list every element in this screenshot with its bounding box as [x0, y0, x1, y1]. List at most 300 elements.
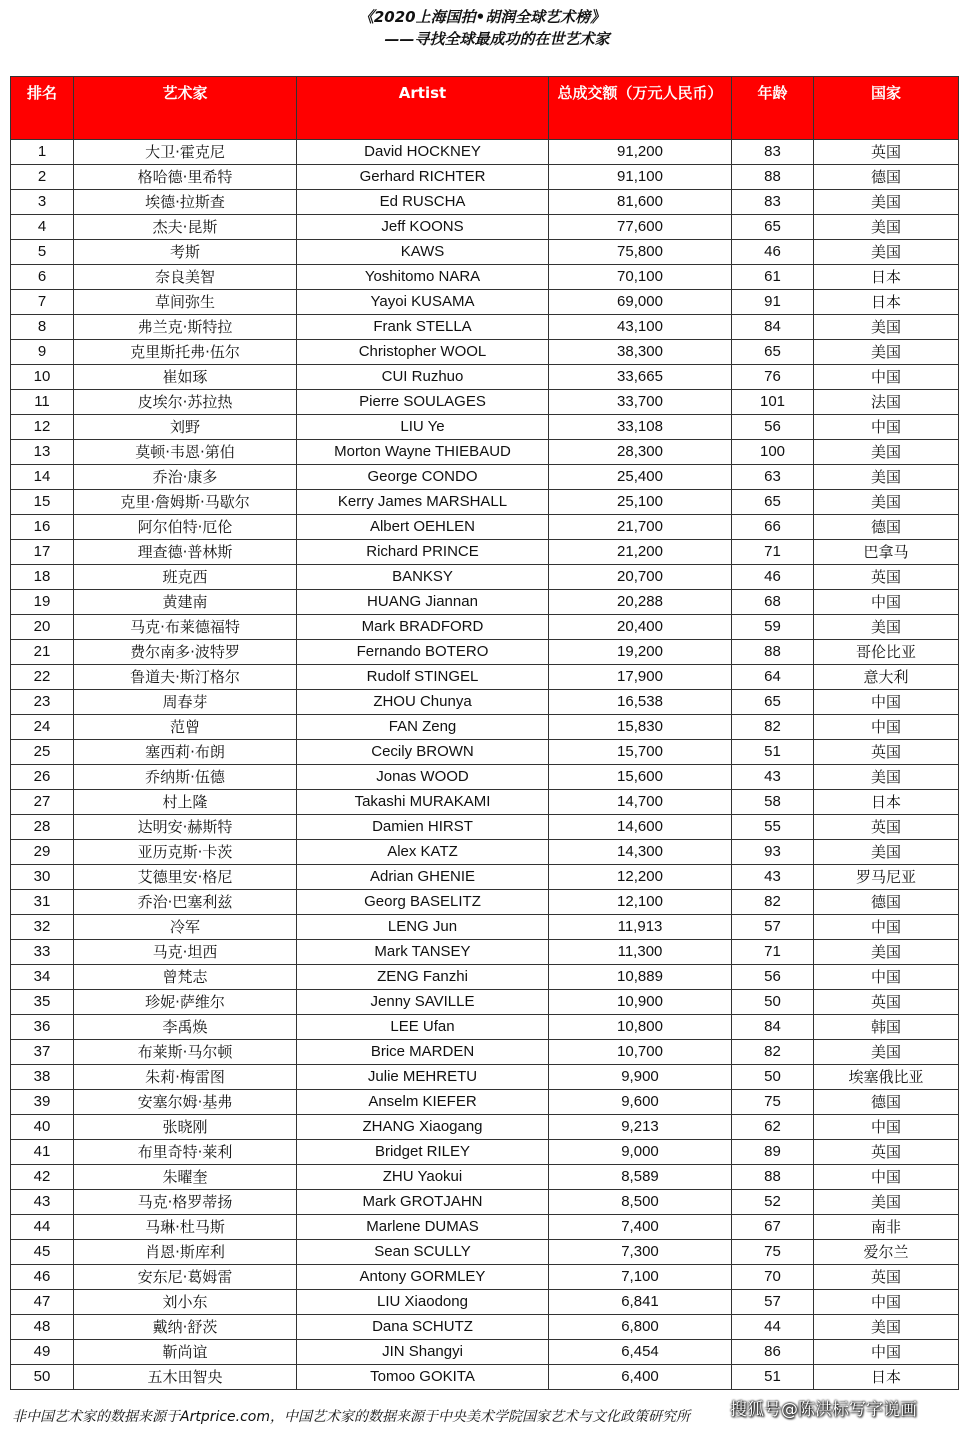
- country-cell: 英国: [814, 1265, 959, 1290]
- table-header-row: [11, 77, 959, 140]
- table-row: [11, 165, 959, 190]
- rank-cell: 37: [11, 1040, 74, 1065]
- rank-cell: 6: [11, 265, 74, 290]
- rank-cell: 5: [11, 240, 74, 265]
- country-cell: 中国: [814, 715, 959, 740]
- age-cell: 71: [732, 540, 814, 565]
- total-sales-cell: 6,454: [549, 1340, 732, 1365]
- artist-en-cell: Dana SCHUTZ: [297, 1315, 549, 1340]
- rank-cell: 16: [11, 515, 74, 540]
- header-age: 年龄: [732, 77, 814, 140]
- total-sales-cell: 14,300: [549, 840, 732, 865]
- country-cell: 中国: [814, 1115, 959, 1140]
- total-sales-cell: 11,913: [549, 915, 732, 940]
- rank-cell: 2: [11, 165, 74, 190]
- table-row: [11, 215, 959, 240]
- country-cell: 日本: [814, 790, 959, 815]
- artist-en-cell: LEE Ufan: [297, 1015, 549, 1040]
- total-sales-cell: 77,600: [549, 215, 732, 240]
- country-cell: 美国: [814, 1040, 959, 1065]
- age-cell: 57: [732, 915, 814, 940]
- artist-en-cell: Jonas WOOD: [297, 765, 549, 790]
- age-cell: 71: [732, 940, 814, 965]
- table-row: [11, 565, 959, 590]
- rank-cell: 26: [11, 765, 74, 790]
- artist-en-cell: ZHANG Xiaogang: [297, 1115, 549, 1140]
- rank-cell: 31: [11, 890, 74, 915]
- total-sales-cell: 10,800: [549, 1015, 732, 1040]
- artist-cn-cell: 莫顿·韦恩·第伯: [74, 440, 297, 465]
- rank-cell: 43: [11, 1190, 74, 1215]
- table-row: [11, 1240, 959, 1265]
- rank-cell: 35: [11, 990, 74, 1015]
- country-cell: 中国: [814, 1165, 959, 1190]
- artist-en-cell: Tomoo GOKITA: [297, 1365, 549, 1390]
- artist-en-cell: Yayoi KUSAMA: [297, 290, 549, 315]
- age-cell: 65: [732, 215, 814, 240]
- artist-cn-cell: 乔治·康多: [74, 465, 297, 490]
- country-cell: 中国: [814, 1290, 959, 1315]
- artist-cn-cell: 刘小东: [74, 1290, 297, 1315]
- header-artist-en: Artist: [297, 77, 549, 140]
- total-sales-cell: 19,200: [549, 640, 732, 665]
- artist-cn-cell: 弗兰克·斯特拉: [74, 315, 297, 340]
- country-cell: 南非: [814, 1215, 959, 1240]
- artist-cn-cell: 村上隆: [74, 790, 297, 815]
- country-cell: 英国: [814, 740, 959, 765]
- total-sales-cell: 43,100: [549, 315, 732, 340]
- rank-cell: 15: [11, 490, 74, 515]
- rank-cell: 46: [11, 1265, 74, 1290]
- country-cell: 美国: [814, 215, 959, 240]
- age-cell: 63: [732, 465, 814, 490]
- table-row: [11, 965, 959, 990]
- ranking-table: [10, 76, 959, 1390]
- table-row: [11, 440, 959, 465]
- table-row: [11, 640, 959, 665]
- age-cell: 88: [732, 640, 814, 665]
- age-cell: 44: [732, 1315, 814, 1340]
- country-cell: 英国: [814, 815, 959, 840]
- artist-cn-cell: 冷军: [74, 915, 297, 940]
- artist-cn-cell: 曾梵志: [74, 965, 297, 990]
- rank-cell: 33: [11, 940, 74, 965]
- age-cell: 61: [732, 265, 814, 290]
- table-row: [11, 1340, 959, 1365]
- table-row: [11, 540, 959, 565]
- rank-cell: 42: [11, 1165, 74, 1190]
- artist-en-cell: Frank STELLA: [297, 315, 549, 340]
- artist-cn-cell: 李禹焕: [74, 1015, 297, 1040]
- age-cell: 59: [732, 615, 814, 640]
- total-sales-cell: 7,100: [549, 1265, 732, 1290]
- table-row: [11, 1090, 959, 1115]
- age-cell: 50: [732, 1065, 814, 1090]
- rank-cell: 18: [11, 565, 74, 590]
- total-sales-cell: 15,830: [549, 715, 732, 740]
- artist-en-cell: BANKSY: [297, 565, 549, 590]
- header-country: 国家: [814, 77, 959, 140]
- total-sales-cell: 10,900: [549, 990, 732, 1015]
- table-row: [11, 890, 959, 915]
- age-cell: 100: [732, 440, 814, 465]
- artist-en-cell: George CONDO: [297, 465, 549, 490]
- age-cell: 91: [732, 290, 814, 315]
- table-row: [11, 665, 959, 690]
- country-cell: 意大利: [814, 665, 959, 690]
- total-sales-cell: 8,500: [549, 1190, 732, 1215]
- rank-cell: 32: [11, 915, 74, 940]
- age-cell: 46: [732, 565, 814, 590]
- artist-cn-cell: 范曾: [74, 715, 297, 740]
- total-sales-cell: 12,200: [549, 865, 732, 890]
- artist-en-cell: Mark BRADFORD: [297, 615, 549, 640]
- rank-cell: 25: [11, 740, 74, 765]
- artist-cn-cell: 草间弥生: [74, 290, 297, 315]
- age-cell: 76: [732, 365, 814, 390]
- table-row: [11, 1290, 959, 1315]
- age-cell: 82: [732, 715, 814, 740]
- rank-cell: 8: [11, 315, 74, 340]
- total-sales-cell: 7,400: [549, 1215, 732, 1240]
- artist-en-cell: Adrian GHENIE: [297, 865, 549, 890]
- watermark: 搜狐号@陈洪标写字说画: [730, 1400, 917, 1420]
- page-subtitle: ——寻找全球最成功的在世艺术家: [384, 30, 610, 48]
- total-sales-cell: 11,300: [549, 940, 732, 965]
- age-cell: 51: [732, 740, 814, 765]
- total-sales-cell: 33,108: [549, 415, 732, 440]
- age-cell: 65: [732, 490, 814, 515]
- artist-cn-cell: 五木田智央: [74, 1365, 297, 1390]
- total-sales-cell: 70,100: [549, 265, 732, 290]
- rank-cell: 13: [11, 440, 74, 465]
- total-sales-cell: 16,538: [549, 690, 732, 715]
- rank-cell: 1: [11, 140, 74, 165]
- rank-cell: 50: [11, 1365, 74, 1390]
- rank-cell: 27: [11, 790, 74, 815]
- table-row: [11, 315, 959, 340]
- rank-cell: 40: [11, 1115, 74, 1140]
- country-cell: 中国: [814, 365, 959, 390]
- country-cell: 韩国: [814, 1015, 959, 1040]
- artist-cn-cell: 靳尚谊: [74, 1340, 297, 1365]
- table-row: [11, 1115, 959, 1140]
- title-block: [0, 6, 964, 50]
- age-cell: 56: [732, 965, 814, 990]
- artist-cn-cell: 克里斯托弗·伍尔: [74, 340, 297, 365]
- total-sales-cell: 7,300: [549, 1240, 732, 1265]
- artist-cn-cell: 克里·詹姆斯·马歇尔: [74, 490, 297, 515]
- table-row: [11, 1040, 959, 1065]
- total-sales-cell: 10,889: [549, 965, 732, 990]
- artist-en-cell: Marlene DUMAS: [297, 1215, 549, 1240]
- artist-en-cell: ZHU Yaokui: [297, 1165, 549, 1190]
- total-sales-cell: 6,800: [549, 1315, 732, 1340]
- rank-cell: 29: [11, 840, 74, 865]
- artist-en-cell: Christopher WOOL: [297, 340, 549, 365]
- artist-cn-cell: 班克西: [74, 565, 297, 590]
- rank-cell: 17: [11, 540, 74, 565]
- country-cell: 美国: [814, 490, 959, 515]
- total-sales-cell: 33,700: [549, 390, 732, 415]
- artist-cn-cell: 安东尼·葛姆雷: [74, 1265, 297, 1290]
- table-row: [11, 865, 959, 890]
- age-cell: 58: [732, 790, 814, 815]
- table-row: [11, 1215, 959, 1240]
- rank-cell: 11: [11, 390, 74, 415]
- artist-cn-cell: 塞西莉·布朗: [74, 740, 297, 765]
- country-cell: 中国: [814, 915, 959, 940]
- artist-en-cell: Mark GROTJAHN: [297, 1190, 549, 1215]
- country-cell: 法国: [814, 390, 959, 415]
- country-cell: 美国: [814, 1315, 959, 1340]
- age-cell: 84: [732, 315, 814, 340]
- country-cell: 英国: [814, 990, 959, 1015]
- artist-en-cell: Ed RUSCHA: [297, 190, 549, 215]
- total-sales-cell: 9,900: [549, 1065, 732, 1090]
- table-row: [11, 840, 959, 865]
- total-sales-cell: 91,100: [549, 165, 732, 190]
- artist-en-cell: LENG Jun: [297, 915, 549, 940]
- table-row: [11, 365, 959, 390]
- country-cell: 中国: [814, 590, 959, 615]
- table-row: [11, 290, 959, 315]
- artist-en-cell: HUANG Jiannan: [297, 590, 549, 615]
- artist-en-cell: Alex KATZ: [297, 840, 549, 865]
- country-cell: 中国: [814, 1340, 959, 1365]
- rank-cell: 48: [11, 1315, 74, 1340]
- total-sales-cell: 6,400: [549, 1365, 732, 1390]
- table-row: [11, 490, 959, 515]
- total-sales-cell: 15,700: [549, 740, 732, 765]
- country-cell: 爱尔兰: [814, 1240, 959, 1265]
- country-cell: 英国: [814, 140, 959, 165]
- table-row: [11, 1190, 959, 1215]
- rank-cell: 24: [11, 715, 74, 740]
- total-sales-cell: 21,200: [549, 540, 732, 565]
- artist-en-cell: Albert OEHLEN: [297, 515, 549, 540]
- page-title: 《2020上海国拍•胡润全球艺术榜》: [358, 8, 606, 26]
- rank-cell: 22: [11, 665, 74, 690]
- artist-cn-cell: 布莱斯·马尔顿: [74, 1040, 297, 1065]
- age-cell: 86: [732, 1340, 814, 1365]
- rank-cell: 49: [11, 1340, 74, 1365]
- artist-en-cell: Antony GORMLEY: [297, 1265, 549, 1290]
- rank-cell: 3: [11, 190, 74, 215]
- table-row: [11, 1065, 959, 1090]
- artist-en-cell: Yoshitomo NARA: [297, 265, 549, 290]
- artist-en-cell: Brice MARDEN: [297, 1040, 549, 1065]
- artist-cn-cell: 理查德·普林斯: [74, 540, 297, 565]
- rank-cell: 19: [11, 590, 74, 615]
- rank-cell: 45: [11, 1240, 74, 1265]
- artist-en-cell: Jeff KOONS: [297, 215, 549, 240]
- artist-en-cell: Bridget RILEY: [297, 1140, 549, 1165]
- country-cell: 中国: [814, 415, 959, 440]
- artist-cn-cell: 周春芽: [74, 690, 297, 715]
- rank-cell: 47: [11, 1290, 74, 1315]
- rank-cell: 12: [11, 415, 74, 440]
- artist-cn-cell: 乔纳斯·伍德: [74, 765, 297, 790]
- artist-cn-cell: 马克·格罗蒂扬: [74, 1190, 297, 1215]
- age-cell: 89: [732, 1140, 814, 1165]
- total-sales-cell: 25,400: [549, 465, 732, 490]
- total-sales-cell: 12,100: [549, 890, 732, 915]
- age-cell: 46: [732, 240, 814, 265]
- artist-cn-cell: 张晓刚: [74, 1115, 297, 1140]
- artist-en-cell: Cecily BROWN: [297, 740, 549, 765]
- country-cell: 中国: [814, 965, 959, 990]
- rank-cell: 10: [11, 365, 74, 390]
- artist-en-cell: Kerry James MARSHALL: [297, 490, 549, 515]
- artist-en-cell: Rudolf STINGEL: [297, 665, 549, 690]
- rank-cell: 21: [11, 640, 74, 665]
- country-cell: 中国: [814, 690, 959, 715]
- total-sales-cell: 14,600: [549, 815, 732, 840]
- artist-en-cell: Pierre SOULAGES: [297, 390, 549, 415]
- table-row: [11, 915, 959, 940]
- total-sales-cell: 25,100: [549, 490, 732, 515]
- country-cell: 哥伦比亚: [814, 640, 959, 665]
- artist-en-cell: Fernando BOTERO: [297, 640, 549, 665]
- table-body: [11, 140, 959, 1390]
- rank-cell: 23: [11, 690, 74, 715]
- rank-cell: 14: [11, 465, 74, 490]
- table-row: [11, 140, 959, 165]
- total-sales-cell: 9,000: [549, 1140, 732, 1165]
- table-row: [11, 990, 959, 1015]
- rank-cell: 41: [11, 1140, 74, 1165]
- age-cell: 82: [732, 1040, 814, 1065]
- country-cell: 日本: [814, 1365, 959, 1390]
- artist-cn-cell: 布里奇特·莱利: [74, 1140, 297, 1165]
- age-cell: 66: [732, 515, 814, 540]
- total-sales-cell: 10,700: [549, 1040, 732, 1065]
- age-cell: 83: [732, 140, 814, 165]
- country-cell: 美国: [814, 340, 959, 365]
- country-cell: 埃塞俄比亚: [814, 1065, 959, 1090]
- table-row: [11, 815, 959, 840]
- total-sales-cell: 8,589: [549, 1165, 732, 1190]
- artist-en-cell: LIU Ye: [297, 415, 549, 440]
- age-cell: 75: [732, 1090, 814, 1115]
- artist-cn-cell: 达明安·赫斯特: [74, 815, 297, 840]
- artist-en-cell: Georg BASELITZ: [297, 890, 549, 915]
- total-sales-cell: 20,288: [549, 590, 732, 615]
- artist-cn-cell: 安塞尔姆·基弗: [74, 1090, 297, 1115]
- age-cell: 65: [732, 340, 814, 365]
- source-footnote: 非中国艺术家的数据来源于Artprice.com，中国艺术家的数据来源于中央美术学院国家艺术与文化政策研究所: [12, 1409, 691, 1425]
- age-cell: 88: [732, 165, 814, 190]
- table-row: [11, 590, 959, 615]
- total-sales-cell: 69,000: [549, 290, 732, 315]
- table-row: [11, 615, 959, 640]
- artist-en-cell: Gerhard RICHTER: [297, 165, 549, 190]
- country-cell: 美国: [814, 240, 959, 265]
- age-cell: 101: [732, 390, 814, 415]
- table-row: [11, 715, 959, 740]
- table-row: [11, 740, 959, 765]
- age-cell: 84: [732, 1015, 814, 1040]
- total-sales-cell: 15,600: [549, 765, 732, 790]
- age-cell: 93: [732, 840, 814, 865]
- table-row: [11, 240, 959, 265]
- table-row: [11, 1365, 959, 1390]
- table-row: [11, 690, 959, 715]
- country-cell: 德国: [814, 1090, 959, 1115]
- artist-cn-cell: 马克·坦西: [74, 940, 297, 965]
- country-cell: 英国: [814, 1140, 959, 1165]
- total-sales-cell: 9,213: [549, 1115, 732, 1140]
- age-cell: 67: [732, 1215, 814, 1240]
- rank-cell: 34: [11, 965, 74, 990]
- artist-en-cell: ZENG Fanzhi: [297, 965, 549, 990]
- age-cell: 50: [732, 990, 814, 1015]
- country-cell: 日本: [814, 290, 959, 315]
- artist-cn-cell: 杰夫·昆斯: [74, 215, 297, 240]
- total-sales-cell: 9,600: [549, 1090, 732, 1115]
- rank-cell: 36: [11, 1015, 74, 1040]
- table-row: [11, 190, 959, 215]
- table-row: [11, 1265, 959, 1290]
- total-sales-cell: 20,400: [549, 615, 732, 640]
- table-row: [11, 765, 959, 790]
- age-cell: 75: [732, 1240, 814, 1265]
- artist-en-cell: Damien HIRST: [297, 815, 549, 840]
- table-row: [11, 465, 959, 490]
- total-sales-cell: 33,665: [549, 365, 732, 390]
- country-cell: 美国: [814, 190, 959, 215]
- artist-cn-cell: 崔如琢: [74, 365, 297, 390]
- age-cell: 43: [732, 865, 814, 890]
- rank-cell: 44: [11, 1215, 74, 1240]
- country-cell: 美国: [814, 940, 959, 965]
- artist-cn-cell: 马克·布莱德福特: [74, 615, 297, 640]
- country-cell: 巴拿马: [814, 540, 959, 565]
- total-sales-cell: 91,200: [549, 140, 732, 165]
- rank-cell: 9: [11, 340, 74, 365]
- age-cell: 83: [732, 190, 814, 215]
- total-sales-cell: 75,800: [549, 240, 732, 265]
- country-cell: 美国: [814, 840, 959, 865]
- total-sales-cell: 17,900: [549, 665, 732, 690]
- country-cell: 美国: [814, 465, 959, 490]
- total-sales-cell: 6,841: [549, 1290, 732, 1315]
- age-cell: 88: [732, 1165, 814, 1190]
- artist-cn-cell: 格哈德·里希特: [74, 165, 297, 190]
- artist-en-cell: JIN Shangyi: [297, 1340, 549, 1365]
- artist-en-cell: LIU Xiaodong: [297, 1290, 549, 1315]
- rank-cell: 30: [11, 865, 74, 890]
- country-cell: 美国: [814, 1190, 959, 1215]
- artist-en-cell: KAWS: [297, 240, 549, 265]
- age-cell: 57: [732, 1290, 814, 1315]
- artist-en-cell: ZHOU Chunya: [297, 690, 549, 715]
- table-row: [11, 940, 959, 965]
- artist-cn-cell: 乔治·巴塞利兹: [74, 890, 297, 915]
- table-row: [11, 790, 959, 815]
- rank-cell: 28: [11, 815, 74, 840]
- artist-cn-cell: 大卫·霍克尼: [74, 140, 297, 165]
- header-rank: 排名: [11, 77, 74, 140]
- total-sales-cell: 20,700: [549, 565, 732, 590]
- artist-cn-cell: 马琳·杜马斯: [74, 1215, 297, 1240]
- country-cell: 英国: [814, 565, 959, 590]
- age-cell: 51: [732, 1365, 814, 1390]
- country-cell: 美国: [814, 765, 959, 790]
- artist-cn-cell: 亚历克斯·卡茨: [74, 840, 297, 865]
- age-cell: 55: [732, 815, 814, 840]
